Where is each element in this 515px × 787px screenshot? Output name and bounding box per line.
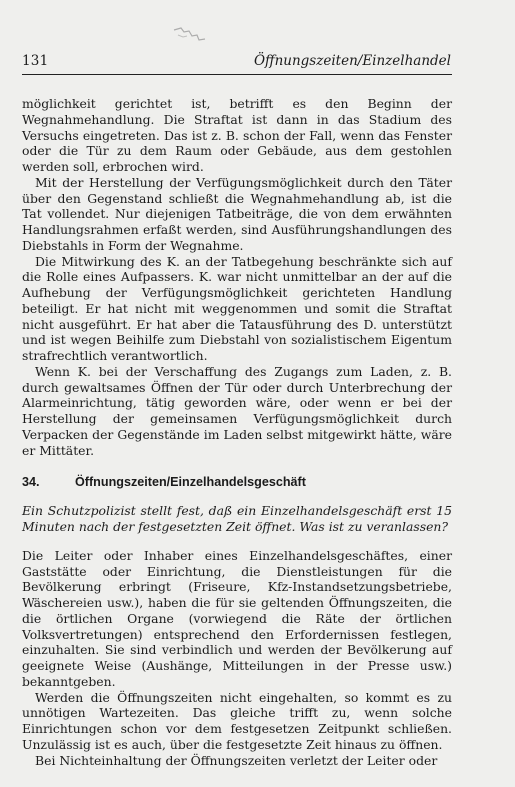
paragraph: Werden die Öffnungszeiten nicht eingehalten, so kommt es zu unnötigen Wartezeiten. Das gleiche trifft zu, wenn solche Einrichtungen schon vor dem festgesetzen Zeitpunkt schließen. Unzulässig ist es auch, über die festgesetzte Zeit hinaus zu öffnen. [22,689,452,752]
paragraph: Die Leiter oder Inhaber eines Einzelhandelsgeschäftes, einer Gaststätte oder Einrichtung, die Dienstleistungen für die Bevölkerung erbringt (Friseure, Kfz-Instandsetzungsbetriebe, Wäschereien usw.), haben die für sie geltenden Öffnungszeiten, die die örtlichen Organe (vorwiegend die Räte der örtlichen Volksvertretungen) entsprechend den Erfordernissen festlegen, einzuhalten. Sie sind verbindlich und werden der Bevölkerung auf geeignete Weise (Aushänge, Mitteilungen in der Presse usw.) bekanntgeben. [22,547,452,689]
spacer [22,535,452,548]
page-header [22,53,451,75]
ink-smudge-mark [172,26,208,44]
page-body [22,96,452,768]
paragraph: Wenn K. bei der Verschaffung des Zugangs zum Laden, z. B. durch gewaltsames Öffnen der Tür oder durch Unterbrechung der Alarmeinrichtung, tätig geworden wäre, oder wenn er bei der Herstellung der gemeinsamen Verfügungsmöglichkeit durch Verpacken der Gegenstände im Laden selbst mitgewirkt hätte, wäre er Mittäter. [22,363,452,458]
header-rule [22,74,452,75]
section-number: 34. [22,475,40,490]
section-heading [22,475,452,493]
paragraph: Die Mitwirkung des K. an der Tatbegehung beschränkte sich auf die Rolle eines Aufpassers. K. war nicht unmittelbar an der auf die Aufhebung der Verfügungsmöglichkeit gerichteten Handlung beteiligt. Er hat nicht mit weggenommen und somit die Straftat nicht ausgeführt. Er hat aber die Tatausführung des D. unterstützt und ist wegen Beihilfe zum Diebstahl von sozialistischem Eigentum strafrechtlich verantwortlich. [22,253,452,363]
page-number: 131 [22,53,49,69]
paragraph: Mit der Herstellung der Verfügungsmöglichkeit durch den Täter über den Gegenstand schließt die Wegnahmehandlung ab, ist die Tat vollendet. Nur diejenigen Tatbeiträge, die von dem erwähnten Handlungsrahmen erfaßt werden, sind Ausführungshandlungen des Diebstahls in Form der Wegnahme. [22,174,452,253]
case-question: Ein Schutzpolizist stellt fest, daß ein Einzelhandelsgeschäft erst 15 Minuten nach der festgesetzten Zeit öffnet. Was ist zu veranlassen? [22,503,452,534]
paragraph: Bei Nichteinhaltung der Öffnungszeiten verletzt der Leiter oder [35,752,438,768]
running-title: Öffnungszeiten/Einzelhandel [253,53,451,69]
section-title: Öffnungszeiten/Einzelhandelsgeschäft [75,475,306,490]
paragraph-continuation: möglichkeit gerichtet ist, betrifft es den Beginn der Wegnahmehandlung. Die Straftat ist dann in das Stadium des Versuchs eingetreten. Das ist z. B. schon der Fall, wenn das Fenster oder die Tür zu dem Raum oder Gebäude, aus dem gestohlen werden soll, erbrochen wird. [22,96,452,174]
